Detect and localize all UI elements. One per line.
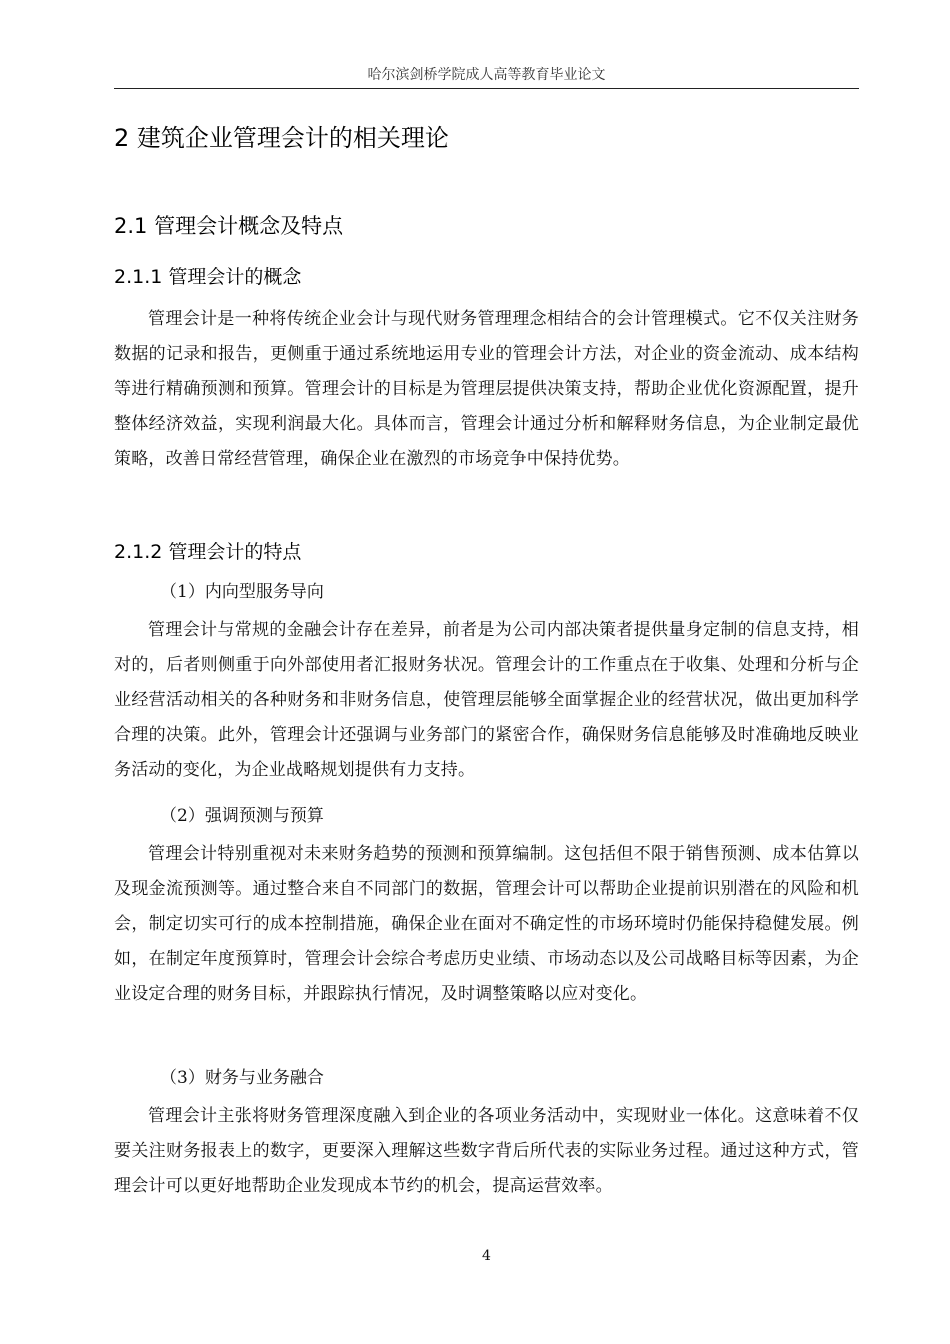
feature-item-label-2: （2）强调预测与预算 <box>160 806 324 826</box>
feature-item-label-1: （1）内向型服务导向 <box>160 582 324 602</box>
page-number: 4 <box>482 1248 491 1264</box>
paragraph-feature-2: 管理会计特别重视对未来财务趋势的预测和预算编制。这包括但不限于销售预测、成本估算以及现金流预测等。通过整合来自不同部门的数据，管理会计可以帮助企业提前识别潜在的风险和机会，制定切实可行的成本控制措施，确保企业在面对不确定性的市场环境时仍能保持稳健发展。例如，在制定年度预算时，管理会计会综合考虑历史业绩、市场动态以及公司战略目标等因素，为企业设定合理的财务目标，并跟踪执行情况，及时调整策略以应对变化。 <box>114 844 859 1004</box>
paragraph-concept: 管理会计是一种将传统企业会计与现代财务管理理念相结合的会计管理模式。它不仅关注财务数据的记录和报告，更侧重于通过系统地运用专业的管理会计方法，对企业的资金流动、成本结构等进行精确预测和预算。管理会计的目标是为管理层提供决策支持，帮助企业优化资源配置，提升整体经济效益，实现利润最大化。具体而言，管理会计通过分析和解释财务信息，为企业制定最优策略，改善日常经营管理，确保企业在激烈的市场竞争中保持优势。 <box>114 309 859 469</box>
paragraph-feature-3: 管理会计主张将财务管理深度融入到企业的各项业务活动中，实现财业一体化。这意味着不仅要关注财务报表上的数字，更要深入理解这些数字背后所代表的实际业务过程。通过这种方式，管理会计可以更好地帮助企业发现成本节约的机会，提高运营效率。 <box>114 1106 859 1196</box>
paragraph-feature-1: 管理会计与常规的金融会计存在差异，前者是为公司内部决策者提供量身定制的信息支持，相对的，后者则侧重于向外部使用者汇报财务状况。管理会计的工作重点在于收集、处理和分析与企业经营活动相关的各种财务和非财务信息，使管理层能够全面掌握企业的经营状况，做出更加科学合理的决策。此外，管理会计还强调与业务部门的紧密合作，确保财务信息能够及时准确地反映业务活动的变化，为企业战略规划提供有力支持。 <box>114 620 859 780</box>
page-header: 哈尔滨剑桥学院成人高等教育毕业论文 <box>367 67 606 83</box>
feature-item-label-3: （3）财务与业务融合 <box>160 1068 324 1088</box>
header-divider <box>114 88 859 89</box>
subsection-title-concept: 2.1.1 管理会计的概念 <box>114 266 302 288</box>
chapter-title: 2 建筑企业管理会计的相关理论 <box>114 124 449 152</box>
subsection-title-features: 2.1.2 管理会计的特点 <box>114 541 302 563</box>
section-title: 2.1 管理会计概念及特点 <box>114 214 344 238</box>
